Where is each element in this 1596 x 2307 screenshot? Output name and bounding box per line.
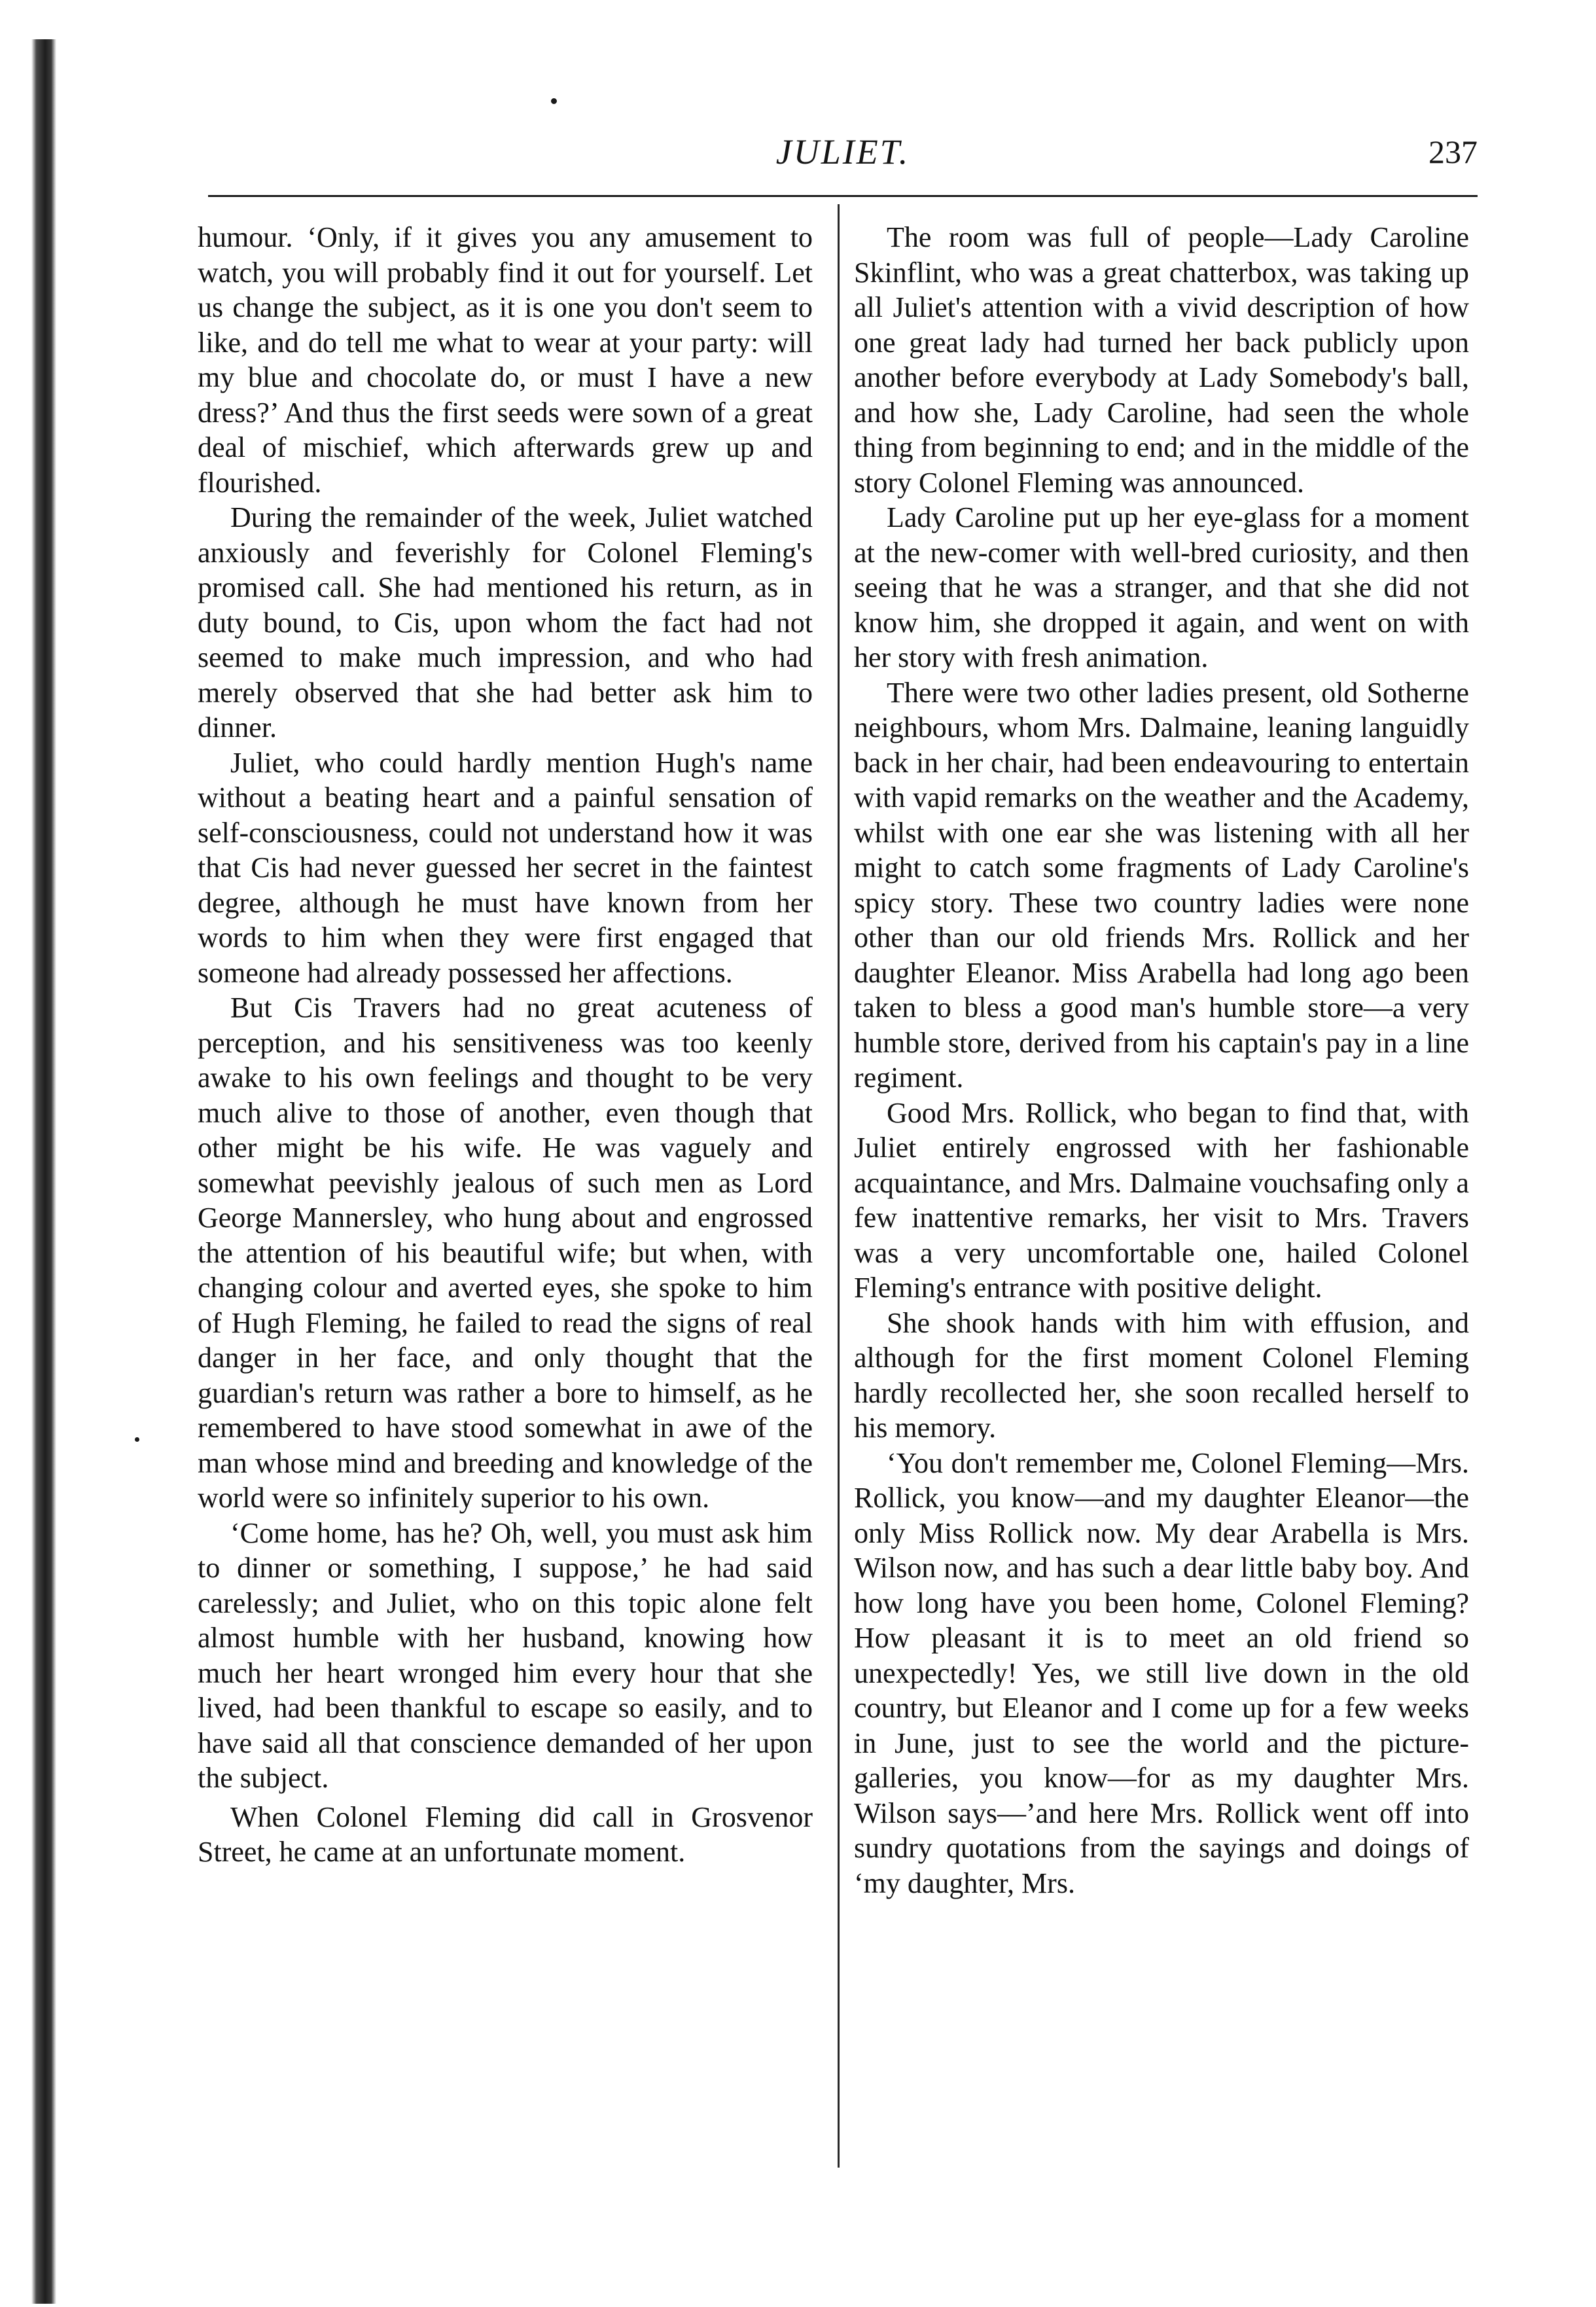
running-title: JULIET. [775,132,910,171]
paragraph: Good Mrs. Rollick, who began to find that, with Juliet entirely engrossed with her fashionable acquaintance, and Mrs. Dalmaine vouchsafing only a few inattentive remarks, her visit to Mrs. Travers was a very uncomfortable one, hailed Colonel Fleming's entrance with positive delight. [854,1096,1469,1304]
ink-speck [551,98,557,104]
column-rule [838,204,840,2168]
paragraph: There were two other ladies present, old Sotherne neighbours, whom Mrs. Dalmaine, leaning languidly back in her chair, had been endeavouring to entertain with vapid remarks on the weather and the Academy, whilst with one ear she was listening with all her might to catch some fragments of Lady Caroline's spicy story. These two country ladies were none other than our old friends Mrs. Rollick and her daughter Eleanor. Miss Arabella had long ago been taken to bless a good man's humble store—a very humble store, derived from his captain's pay in a line regiment. [854,676,1469,1094]
paragraph: She shook hands with him with effusion, and although for the first moment Colonel Fleming hardly recollected her, she soon recalled herself to his memory. [854,1306,1469,1444]
paragraph: ‘Come home, has he? Oh, well, you must ask him to dinner or something, I suppose,’ he had said carelessly; and Juliet, who on this topic alone felt almost humble with her husband, knowing how much her heart wronged him every hour that she lived, had been thankful to escape so easily, and to have said all that conscience demanded of her upon the subject. [198,1516,813,1794]
paragraph: Lady Caroline put up her eye-glass for a moment at the new-comer with well-bred curiosity, and then seeing that he was a stranger, and that she did not know him, she dropped it again, and went on with her story with fresh animation. [854,501,1469,673]
right-column [854,220,1469,1901]
paragraph: During the remainder of the week, Juliet watched anxiously and feverishly for Colonel Fleming's promised call. She had mentioned his return, as in duty bound, to Cis, upon whom the fact had not seemed to make much impression, and who had merely observed that she had better ask him to dinner. [198,501,813,743]
paragraph: humour. ‘Only, if it gives you any amusement to watch, you will probably find it out for yourself. Let us change the subject, as it is one you don't seem to like, and do tell me what to wear at your party: will my blue and chocolate do, or must I have a new dress?’ And thus the first seeds were sown of a great deal of mischief, which afterwards grew up and flourished. [198,221,813,499]
binding-edge [31,39,56,2304]
paragraph: When Colonel Fleming did call in Grosvenor Street, he came at an unfortunate moment. [198,1800,813,1868]
paragraph: ‘You don't remember me, Colonel Fleming—Mrs. Rollick, you know—and my daughter Eleanor—the only Miss Rollick now. My dear Arabella is Mrs. Wilson now, and has such a dear little baby boy. And how long have you been home, Colonel Fleming? How pleasant it is to meet an old friend so unexpectedly! Yes, we still live down in the old country, but Eleanor and I come up for a few weeks in June, just to see the world and the picture-galleries, you know—for as my daughter Mrs. Wilson says—’and here Mrs. Rollick went off into sundry quotations from the sayings and doings of ‘my daughter, Mrs. [854,1446,1469,1899]
paragraph: Juliet, who could hardly mention Hugh's name without a beating heart and a painful sensation of self-consciousness, could not understand how it was that Cis had never guessed her secret in the faintest degree, although he must have known from her words to him when they were first engaged that someone had already possessed her affections. [198,746,813,989]
paragraph: The room was full of people—Lady Caroline Skinflint, who was a great chatterbox, was taking up all Juliet's attention with a vivid description of how one great lady had turned her back publicly upon another before everybody at Lady Somebody's ball, and how she, Lady Caroline, had seen the whole thing from beginning to end; and in the middle of the story Colonel Fleming was announced. [854,221,1469,499]
header-rule [208,195,1478,197]
page-number: 237 [1428,134,1478,170]
paragraph: But Cis Travers had no great acuteness of perception, and his sensitiveness was too keenly awake to his own feelings and thought to be very much alive to those of another, even though that other might be his wife. He was vaguely and somewhat peevishly jealous of such men as Lord George Mannersley, who hung about and engrossed the attention of his beautiful wife; but when, with changing colour and averted eyes, she spoke to him of Hugh Fleming, he failed to read the signs of real danger in her face, and only thought that the guardian's return was rather a bore to himself, as he remembered to have stood somewhat in awe of the man whose mind and breeding and knowledge of the world were so infinitely superior to his own. [198,992,813,1514]
ink-speck [135,1437,139,1442]
running-header [208,126,1478,178]
left-column [198,220,813,1870]
